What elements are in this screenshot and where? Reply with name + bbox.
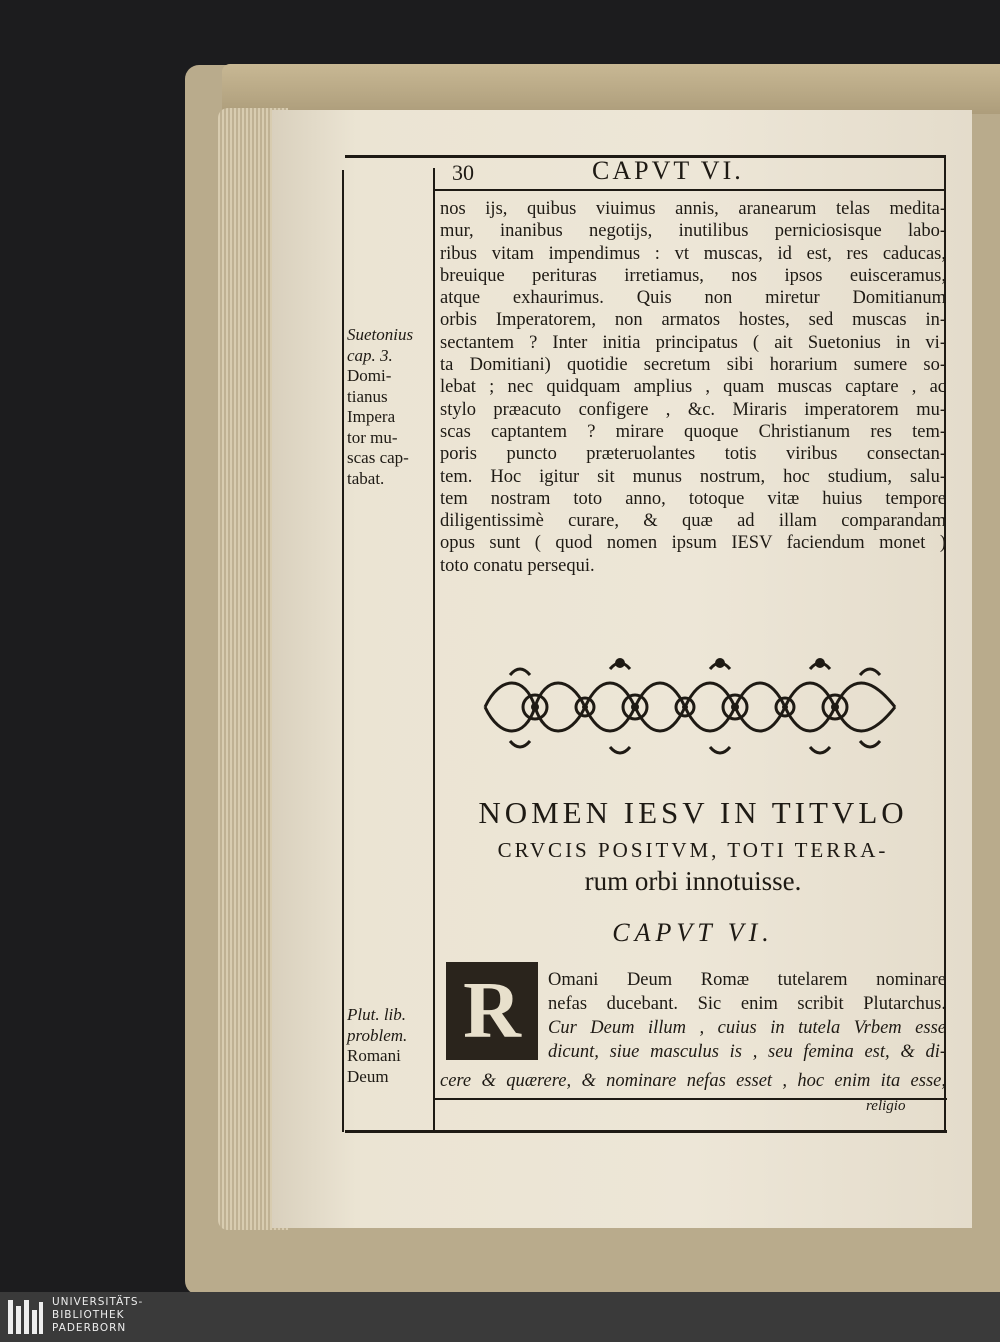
frame-left-rule [342,170,344,1132]
section-title-line3: rum orbi innotuisse. [584,866,802,896]
library-name-line: PADERBORN [52,1322,127,1334]
margin-note-plutarch [347,1005,407,1087]
text-line: poris puncto præteruolantes totis viribus consectan- [440,444,946,465]
text-line: diligentissimè curare, & quæ ad illam comparandam [440,511,946,532]
text-line: sectantem ? Inter initia principatus ( ait Suetonius in vi- [440,332,946,353]
text-line: nefas ducebant. Sic enim scribit Plutarchus. [548,994,946,1014]
margin-line: tabat. [347,468,385,488]
margin-line: Domi- [347,366,392,385]
library-logo-icon [6,1296,44,1338]
margin-line: Impera [347,407,396,426]
text-line: cere & quærere, & nominare nefas esset , hoc enim ita esse, [440,1071,946,1091]
text-line: tem. Hoc igitur sit munus nostrum, hoc studium, salu- [440,466,946,487]
book-top-edge [222,64,1000,114]
text-line: opus sunt ( quod nomen ipsum IESV faciendum monet ) [440,533,946,554]
frame-bottom-rule [345,1130,947,1133]
page-number: 30 [452,160,474,185]
text-line: mur, inanibus negotijs, inutilibus perniciosisque labo- [440,221,946,242]
margin-note-suetonius [347,325,413,489]
margin-line: tianus [347,386,388,406]
text-line: scas captantem ? mirare quoque Christianum res tem- [440,421,946,442]
section-title-line1: NOMEN IESV IN TITVLO [478,795,908,830]
text-line: Omani Deum Romæ tutelarem nominare [548,970,946,990]
margin-line: Deum [347,1066,389,1086]
text-line: ta Domitiani) quotidie secretum sibi horarium sumere so- [440,355,946,376]
text-line: dicunt, siue masculus is , seu femina est, & di- [548,1042,946,1062]
margin-line: Plut. lib. [347,1005,407,1024]
text-line: toto conatu persequi. [440,555,595,576]
margin-line: cap. 3. [347,345,393,365]
library-name [52,1296,143,1335]
margin-divider-rule [433,168,435,1132]
library-name-line: UNIVERSITÄTS- [52,1296,144,1308]
library-name-line: BIBLIOTHEK [52,1309,125,1321]
text-line: stylo præacuto configere , &c. Miraris imperatorem mu- [440,399,946,420]
ornament-icon [480,655,900,760]
header-rule [435,189,945,191]
text-line: nos ijs, quibus viuimus annis, aranearum telas medita- [440,199,946,219]
margin-line: tor mu- [347,427,398,447]
text-line: atque exhaurimus. Quis non miretur Domitianum [440,288,946,309]
text-line: ribus vitam impendimus : vt muscas, id est, res caducas, [440,243,946,264]
text-line: orbis Imperatorem, non armatos hostes, sed muscas in- [440,310,946,331]
chapter-heading: CAPVT VI. [612,918,774,947]
margin-line: Romani [347,1046,401,1065]
margin-line: Suetonius [347,325,414,344]
text-line: tem nostram toto anno, totoque vitæ huius tempore [440,488,946,509]
text-line: breuique perituras irretiamus, nos ipsos euisceramus, [440,265,946,286]
footer-bar [0,1292,1000,1342]
text-line: Cur Deum illum , cuius in tutela Vrbem esse [548,1018,946,1038]
body-text [440,198,946,577]
margin-line: scas cap- [347,448,409,467]
catchword: religio [866,1098,906,1114]
drop-cap [446,962,538,1060]
text-line: lebat ; nec quidquam amplius , quam muscas captare , ac [440,377,946,398]
running-title: CAPVT VI. [592,156,744,185]
margin-line: problem. [347,1025,408,1045]
drop-cap-text [548,968,946,1064]
section-title-line2: CRVCIS POSITVM, TOTI TERRA- [497,838,889,862]
drop-cap-letter: R [463,967,521,1055]
body-text-continued [440,1070,946,1092]
